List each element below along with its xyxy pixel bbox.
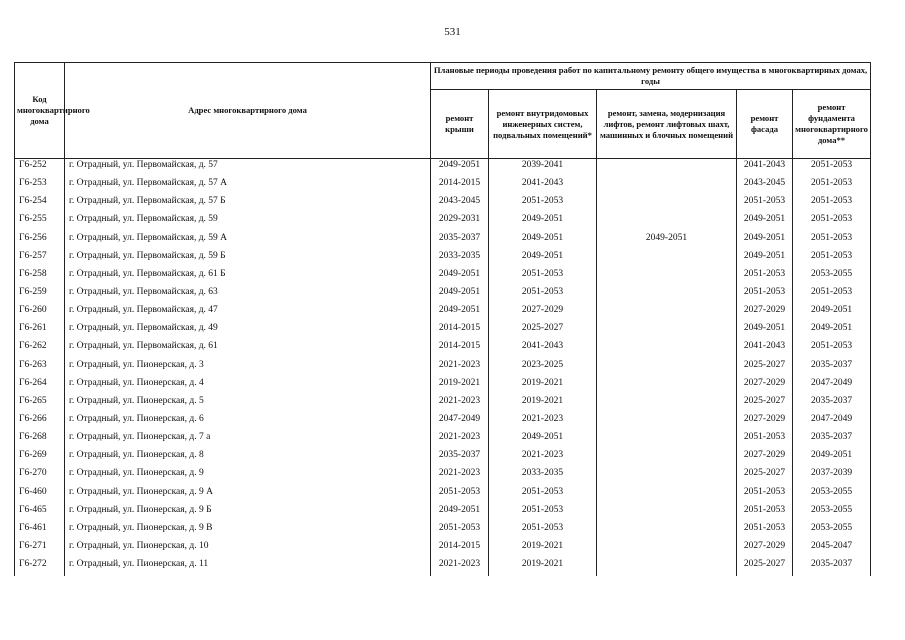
cell-address: г. Отрадный, ул. Первомайская, д. 59 А xyxy=(65,232,431,250)
table-row xyxy=(15,195,871,213)
cell-address: г. Отрадный, ул. Пионерская, д. 9 В xyxy=(65,522,431,540)
header-elevators: ремонт, замена, модернизация лифтов, ремонт лифтовых шахт, машинных и блочных помещений xyxy=(597,90,737,159)
cell-elevators xyxy=(597,431,737,449)
cell-facade: 2025-2027 xyxy=(737,558,793,576)
cell-code: Г6-266 xyxy=(15,413,65,431)
cell-code: Г6-264 xyxy=(15,377,65,395)
header-group: Плановые периоды проведения работ по капитальному ремонту общего имущества в многоквартирных домах, годы xyxy=(431,63,871,90)
cell-roof: 2049-2051 xyxy=(431,304,489,322)
cell-code: Г6-268 xyxy=(15,431,65,449)
cell-elevators xyxy=(597,340,737,358)
table-row xyxy=(15,449,871,467)
cell-systems: 2023-2025 xyxy=(489,359,597,377)
cell-roof: 2035-2037 xyxy=(431,232,489,250)
cell-systems: 2021-2023 xyxy=(489,413,597,431)
cell-elevators xyxy=(597,159,737,178)
cell-roof: 2021-2023 xyxy=(431,558,489,576)
cell-facade: 2041-2043 xyxy=(737,340,793,358)
cell-elevators xyxy=(597,177,737,195)
cell-foundation: 2049-2051 xyxy=(793,322,871,340)
table-row xyxy=(15,232,871,250)
cell-systems: 2027-2029 xyxy=(489,304,597,322)
cell-roof: 2019-2021 xyxy=(431,377,489,395)
cell-roof: 2021-2023 xyxy=(431,359,489,377)
cell-systems: 2051-2053 xyxy=(489,486,597,504)
table-row xyxy=(15,322,871,340)
cell-code: Г6-260 xyxy=(15,304,65,322)
table-row xyxy=(15,486,871,504)
cell-address: г. Отрадный, ул. Пионерская, д. 9 xyxy=(65,467,431,485)
cell-elevators xyxy=(597,504,737,522)
cell-foundation: 2047-2049 xyxy=(793,413,871,431)
cell-foundation: 2049-2051 xyxy=(793,304,871,322)
cell-roof: 2021-2023 xyxy=(431,431,489,449)
cell-elevators xyxy=(597,413,737,431)
cell-facade: 2027-2029 xyxy=(737,449,793,467)
cell-foundation: 2053-2055 xyxy=(793,268,871,286)
cell-roof: 2051-2053 xyxy=(431,522,489,540)
cell-address: г. Отрадный, ул. Пионерская, д. 5 xyxy=(65,395,431,413)
cell-foundation: 2051-2053 xyxy=(793,195,871,213)
cell-foundation: 2051-2053 xyxy=(793,232,871,250)
cell-facade: 2049-2051 xyxy=(737,213,793,231)
cell-elevators xyxy=(597,540,737,558)
cell-foundation: 2047-2049 xyxy=(793,377,871,395)
cell-roof: 2014-2015 xyxy=(431,540,489,558)
cell-roof: 2014-2015 xyxy=(431,340,489,358)
header-roof: ремонт крыши xyxy=(431,90,489,159)
table-row xyxy=(15,558,871,576)
cell-systems: 2019-2021 xyxy=(489,540,597,558)
cell-facade: 2051-2053 xyxy=(737,268,793,286)
cell-systems: 2019-2021 xyxy=(489,558,597,576)
cell-systems: 2049-2051 xyxy=(489,213,597,231)
table-row xyxy=(15,268,871,286)
cell-address: г. Отрадный, ул. Первомайская, д. 61 xyxy=(65,340,431,358)
cell-roof: 2021-2023 xyxy=(431,395,489,413)
cell-roof: 2051-2053 xyxy=(431,486,489,504)
cell-address: г. Отрадный, ул. Пионерская, д. 4 xyxy=(65,377,431,395)
cell-facade: 2051-2053 xyxy=(737,504,793,522)
cell-code: Г6-255 xyxy=(15,213,65,231)
cell-foundation: 2049-2051 xyxy=(793,449,871,467)
cell-elevators xyxy=(597,449,737,467)
cell-systems: 2019-2021 xyxy=(489,395,597,413)
cell-address: г. Отрадный, ул. Первомайская, д. 57 xyxy=(65,159,431,178)
table-row xyxy=(15,540,871,558)
cell-elevators xyxy=(597,195,737,213)
cell-address: г. Отрадный, ул. Пионерская, д. 7 а xyxy=(65,431,431,449)
cell-foundation: 2053-2055 xyxy=(793,504,871,522)
cell-foundation: 2051-2053 xyxy=(793,340,871,358)
cell-address: г. Отрадный, ул. Пионерская, д. 9 А xyxy=(65,486,431,504)
cell-systems: 2033-2035 xyxy=(489,467,597,485)
table-row xyxy=(15,340,871,358)
table-row xyxy=(15,431,871,449)
cell-roof: 2049-2051 xyxy=(431,504,489,522)
cell-code: Г6-265 xyxy=(15,395,65,413)
table-header xyxy=(15,63,871,159)
cell-address: г. Отрадный, ул. Пионерская, д. 9 Б xyxy=(65,504,431,522)
cell-facade: 2051-2053 xyxy=(737,195,793,213)
header-foundation: ремонт фундамента многоквартирного дома** xyxy=(793,90,871,159)
cell-facade: 2049-2051 xyxy=(737,250,793,268)
cell-code: Г6-252 xyxy=(15,159,65,178)
cell-roof: 2035-2037 xyxy=(431,449,489,467)
table-row xyxy=(15,250,871,268)
cell-code: Г6-263 xyxy=(15,359,65,377)
cell-roof: 2021-2023 xyxy=(431,467,489,485)
cell-address: г. Отрадный, ул. Первомайская, д. 47 xyxy=(65,304,431,322)
table-row xyxy=(15,359,871,377)
cell-facade: 2025-2027 xyxy=(737,395,793,413)
table-row xyxy=(15,286,871,304)
cell-elevators xyxy=(597,268,737,286)
cell-facade: 2025-2027 xyxy=(737,467,793,485)
cell-code: Г6-465 xyxy=(15,504,65,522)
cell-address: г. Отрадный, ул. Первомайская, д. 57 А xyxy=(65,177,431,195)
cell-facade: 2049-2051 xyxy=(737,322,793,340)
cell-elevators xyxy=(597,395,737,413)
cell-code: Г6-272 xyxy=(15,558,65,576)
cell-elevators: 2049-2051 xyxy=(597,232,737,250)
cell-facade: 2025-2027 xyxy=(737,359,793,377)
cell-elevators xyxy=(597,250,737,268)
cell-elevators xyxy=(597,486,737,504)
cell-systems: 2049-2051 xyxy=(489,250,597,268)
cell-elevators xyxy=(597,322,737,340)
cell-code: Г6-262 xyxy=(15,340,65,358)
table-body xyxy=(15,159,871,577)
cell-facade: 2049-2051 xyxy=(737,232,793,250)
cell-address: г. Отрадный, ул. Первомайская, д. 57 Б xyxy=(65,195,431,213)
cell-roof: 2033-2035 xyxy=(431,250,489,268)
header-systems: ремонт внутридомовых инженерных систем, подвальных помещений* xyxy=(489,90,597,159)
table-row xyxy=(15,159,871,178)
cell-code: Г6-460 xyxy=(15,486,65,504)
cell-address: г. Отрадный, ул. Первомайская, д. 59 xyxy=(65,213,431,231)
cell-foundation: 2053-2055 xyxy=(793,522,871,540)
table-row xyxy=(15,413,871,431)
cell-systems: 2025-2027 xyxy=(489,322,597,340)
cell-foundation: 2051-2053 xyxy=(793,250,871,268)
table-row xyxy=(15,213,871,231)
cell-foundation: 2037-2039 xyxy=(793,467,871,485)
cell-code: Г6-257 xyxy=(15,250,65,268)
cell-foundation: 2051-2053 xyxy=(793,213,871,231)
cell-foundation: 2053-2055 xyxy=(793,486,871,504)
cell-systems: 2021-2023 xyxy=(489,449,597,467)
cell-elevators xyxy=(597,467,737,485)
cell-address: г. Отрадный, ул. Пионерская, д. 10 xyxy=(65,540,431,558)
cell-code: Г6-256 xyxy=(15,232,65,250)
cell-systems: 2051-2053 xyxy=(489,522,597,540)
cell-systems: 2041-2043 xyxy=(489,340,597,358)
cell-elevators xyxy=(597,522,737,540)
cell-address: г. Отрадный, ул. Пионерская, д. 8 xyxy=(65,449,431,467)
cell-code: Г6-269 xyxy=(15,449,65,467)
header-code: Код многоквартирного дома xyxy=(15,63,65,159)
cell-facade: 2051-2053 xyxy=(737,522,793,540)
cell-facade: 2041-2043 xyxy=(737,159,793,178)
cell-code: Г6-258 xyxy=(15,268,65,286)
cell-code: Г6-259 xyxy=(15,286,65,304)
table-row xyxy=(15,177,871,195)
cell-foundation: 2035-2037 xyxy=(793,558,871,576)
cell-foundation: 2051-2053 xyxy=(793,159,871,178)
cell-foundation: 2045-2047 xyxy=(793,540,871,558)
table-row xyxy=(15,504,871,522)
cell-roof: 2043-2045 xyxy=(431,195,489,213)
cell-facade: 2027-2029 xyxy=(737,304,793,322)
cell-address: г. Отрадный, ул. Первомайская, д. 49 xyxy=(65,322,431,340)
header-address: Адрес многоквартирного дома xyxy=(65,63,431,159)
table-row xyxy=(15,377,871,395)
cell-facade: 2027-2029 xyxy=(737,413,793,431)
cell-systems: 2049-2051 xyxy=(489,232,597,250)
cell-address: г. Отрадный, ул. Пионерская, д. 3 xyxy=(65,359,431,377)
cell-elevators xyxy=(597,558,737,576)
cell-foundation: 2051-2053 xyxy=(793,177,871,195)
cell-elevators xyxy=(597,304,737,322)
cell-roof: 2049-2051 xyxy=(431,159,489,178)
cell-roof: 2049-2051 xyxy=(431,286,489,304)
cell-systems: 2041-2043 xyxy=(489,177,597,195)
cell-code: Г6-271 xyxy=(15,540,65,558)
table-row xyxy=(15,467,871,485)
cell-foundation: 2035-2037 xyxy=(793,359,871,377)
cell-foundation: 2035-2037 xyxy=(793,395,871,413)
cell-facade: 2051-2053 xyxy=(737,431,793,449)
cell-address: г. Отрадный, ул. Первомайская, д. 59 Б xyxy=(65,250,431,268)
cell-roof: 2047-2049 xyxy=(431,413,489,431)
cell-systems: 2051-2053 xyxy=(489,195,597,213)
cell-roof: 2014-2015 xyxy=(431,177,489,195)
cell-roof: 2029-2031 xyxy=(431,213,489,231)
cell-foundation: 2051-2053 xyxy=(793,286,871,304)
cell-foundation: 2035-2037 xyxy=(793,431,871,449)
cell-systems: 2049-2051 xyxy=(489,431,597,449)
cell-address: г. Отрадный, ул. Первомайская, д. 61 Б xyxy=(65,268,431,286)
table-row xyxy=(15,304,871,322)
cell-systems: 2051-2053 xyxy=(489,286,597,304)
cell-roof: 2014-2015 xyxy=(431,322,489,340)
table-row xyxy=(15,522,871,540)
page-number: 531 xyxy=(444,26,461,38)
cell-facade: 2051-2053 xyxy=(737,486,793,504)
cell-roof: 2049-2051 xyxy=(431,268,489,286)
cell-facade: 2051-2053 xyxy=(737,286,793,304)
cell-code: Г6-253 xyxy=(15,177,65,195)
cell-systems: 2051-2053 xyxy=(489,504,597,522)
cell-facade: 2043-2045 xyxy=(737,177,793,195)
cell-address: г. Отрадный, ул. Первомайская, д. 63 xyxy=(65,286,431,304)
cell-code: Г6-270 xyxy=(15,467,65,485)
cell-elevators xyxy=(597,377,737,395)
cell-code: Г6-461 xyxy=(15,522,65,540)
cell-systems: 2019-2021 xyxy=(489,377,597,395)
cell-facade: 2027-2029 xyxy=(737,377,793,395)
table-row xyxy=(15,395,871,413)
cell-code: Г6-254 xyxy=(15,195,65,213)
cell-facade: 2027-2029 xyxy=(737,540,793,558)
cell-systems: 2039-2041 xyxy=(489,159,597,178)
cell-elevators xyxy=(597,286,737,304)
cell-address: г. Отрадный, ул. Пионерская, д. 11 xyxy=(65,558,431,576)
header-facade: ремонт фасада xyxy=(737,90,793,159)
cell-systems: 2051-2053 xyxy=(489,268,597,286)
cell-elevators xyxy=(597,359,737,377)
cell-code: Г6-261 xyxy=(15,322,65,340)
cell-address: г. Отрадный, ул. Пионерская, д. 6 xyxy=(65,413,431,431)
cell-elevators xyxy=(597,213,737,231)
repair-schedule-table xyxy=(14,62,871,576)
